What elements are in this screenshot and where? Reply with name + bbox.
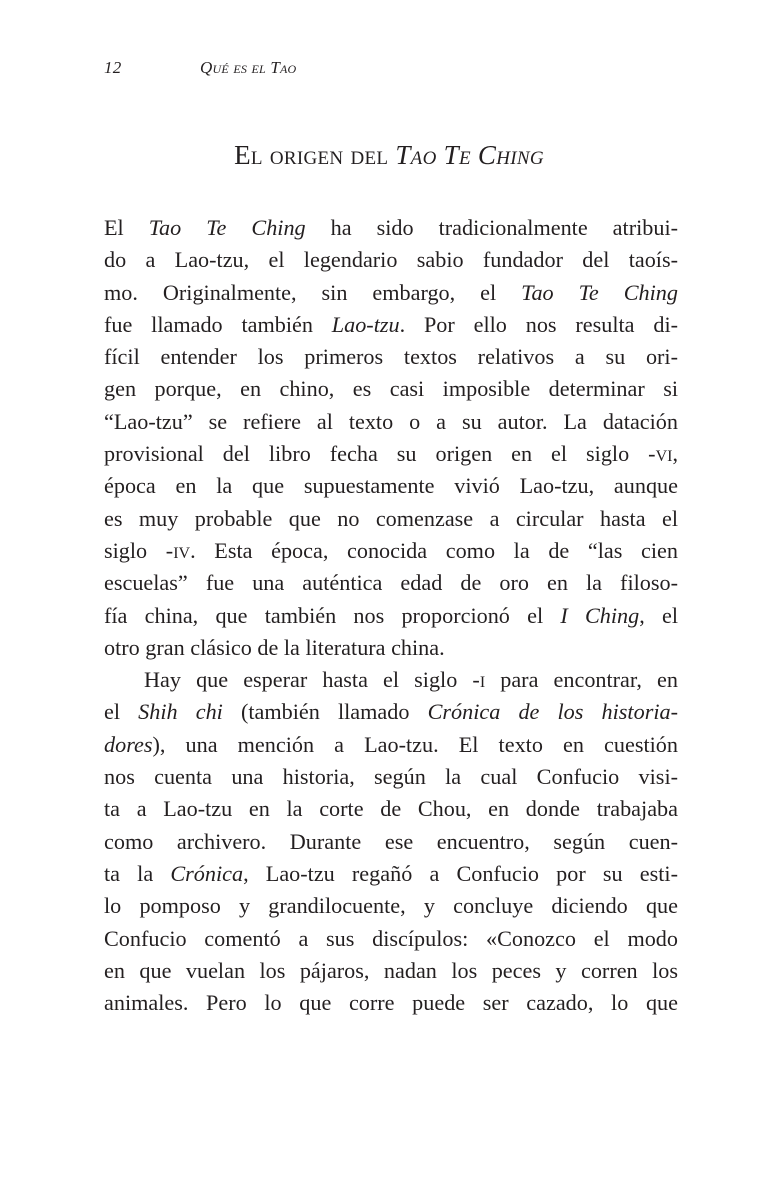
page-number: 12 <box>104 58 122 77</box>
text-line <box>104 729 678 761</box>
text-line <box>104 632 678 664</box>
text-segment: Shih chi <box>138 699 223 725</box>
text-segment: fícil entender los primeros textos relativos a su ori- <box>104 344 678 370</box>
text-segment: es muy probable que no comenzase a circular hasta el <box>104 505 678 531</box>
text-line <box>104 406 678 438</box>
text-segment: Confucio comentó a sus discípulos: «Conozco el modo <box>104 925 678 951</box>
text-segment: ha sido tradicionalmente atribui- <box>305 215 678 240</box>
text-line <box>104 212 678 244</box>
text-line <box>104 761 678 793</box>
text-segment: Hay que esperar hasta el siglo - <box>144 667 480 693</box>
text-segment: mo. Originalmente, sin embargo, el <box>104 279 522 305</box>
text-line <box>104 309 678 341</box>
text-segment: dores <box>104 731 153 757</box>
body-text <box>104 212 678 1019</box>
text-segment: “Lao-tzu” se refiere al texto o a su autor. La datación <box>104 408 678 434</box>
text-segment: en que vuelan los pájaros, nadan los peces y corren los <box>104 957 678 983</box>
text-segment: do a Lao-tzu, el legendario sabio fundador del taoís- <box>104 247 678 273</box>
text-segment: ), una mención a Lao-tzu. El texto en cuestión <box>152 731 678 757</box>
text-segment: el <box>104 699 139 725</box>
text-line <box>104 890 678 922</box>
text-segment: escuelas” fue una auténtica edad de oro en la filoso- <box>104 570 678 596</box>
chapter-title-prefix: El origen del <box>234 140 396 170</box>
text-segment: para encontrar, en <box>485 667 678 693</box>
text-segment: Crónica de los historia- <box>427 699 678 725</box>
text-segment: provisional del libro fecha su origen en el siglo - <box>104 441 656 467</box>
text-segment: Crónica <box>170 860 244 886</box>
text-segment: , el <box>639 602 679 628</box>
text-line <box>104 341 678 373</box>
text-segment: fue llamado también <box>104 311 332 337</box>
text-segment: ta la <box>104 860 171 886</box>
text-segment: . Esta época, conocida como la de “las cien <box>190 537 678 563</box>
text-line <box>104 438 678 470</box>
text-line <box>104 793 678 825</box>
text-segment: vi <box>655 441 673 467</box>
text-segment: animales. Pero lo que corre puede ser cazado, lo que <box>104 990 678 1016</box>
text-line <box>104 826 678 858</box>
text-segment: i <box>479 667 486 693</box>
text-segment: Tao Te Ching <box>148 215 306 240</box>
text-segment: como archivero. Durante ese encuentro, según cuen- <box>104 828 678 854</box>
text-segment: ta a Lao-tzu en la corte de Chou, en donde trabajaba <box>104 796 678 822</box>
text-line <box>104 535 678 567</box>
text-segment: Tao Te Ching <box>521 279 678 305</box>
text-line <box>104 277 678 309</box>
text-line <box>104 244 678 276</box>
running-title: Qué es el Tao <box>200 58 297 77</box>
text-line <box>104 600 678 632</box>
text-line <box>104 923 678 955</box>
text-line <box>104 664 678 696</box>
text-segment: nos cuenta una historia, según la cual Confucio visi- <box>104 764 678 790</box>
text-line <box>104 470 678 502</box>
text-segment: I Ching <box>560 602 640 628</box>
text-segment: Lao-tzu <box>331 311 400 337</box>
text-line <box>104 858 678 890</box>
text-segment: gen porque, en chino, es casi imposible determinar si <box>104 376 678 402</box>
chapter-title <box>0 140 778 171</box>
text-line <box>104 696 678 728</box>
text-line <box>104 955 678 987</box>
text-segment: , <box>672 441 678 467</box>
text-segment: siglo - <box>104 537 174 563</box>
text-segment: otro gran clásico de la literatura china. <box>104 634 445 660</box>
text-segment: época en la que supuestamente vivió Lao-tzu, aunque <box>104 473 678 499</box>
text-segment: El <box>104 215 149 240</box>
text-line <box>104 373 678 405</box>
text-line <box>104 987 678 1019</box>
text-line <box>104 503 678 535</box>
text-segment: , Lao-tzu regañó a Confucio por su esti- <box>243 860 678 886</box>
text-segment: (también llamado <box>222 699 428 725</box>
chapter-title-italic: Tao Te Ching <box>395 140 544 170</box>
text-line <box>104 567 678 599</box>
text-segment: lo pomposo y grandilocuente, y concluye diciendo que <box>104 893 678 919</box>
text-segment: . Por ello nos resulta di- <box>399 311 679 337</box>
text-segment: iv <box>173 537 191 563</box>
text-segment: fía china, que también nos proporcionó el <box>104 602 561 628</box>
running-head <box>104 58 296 78</box>
